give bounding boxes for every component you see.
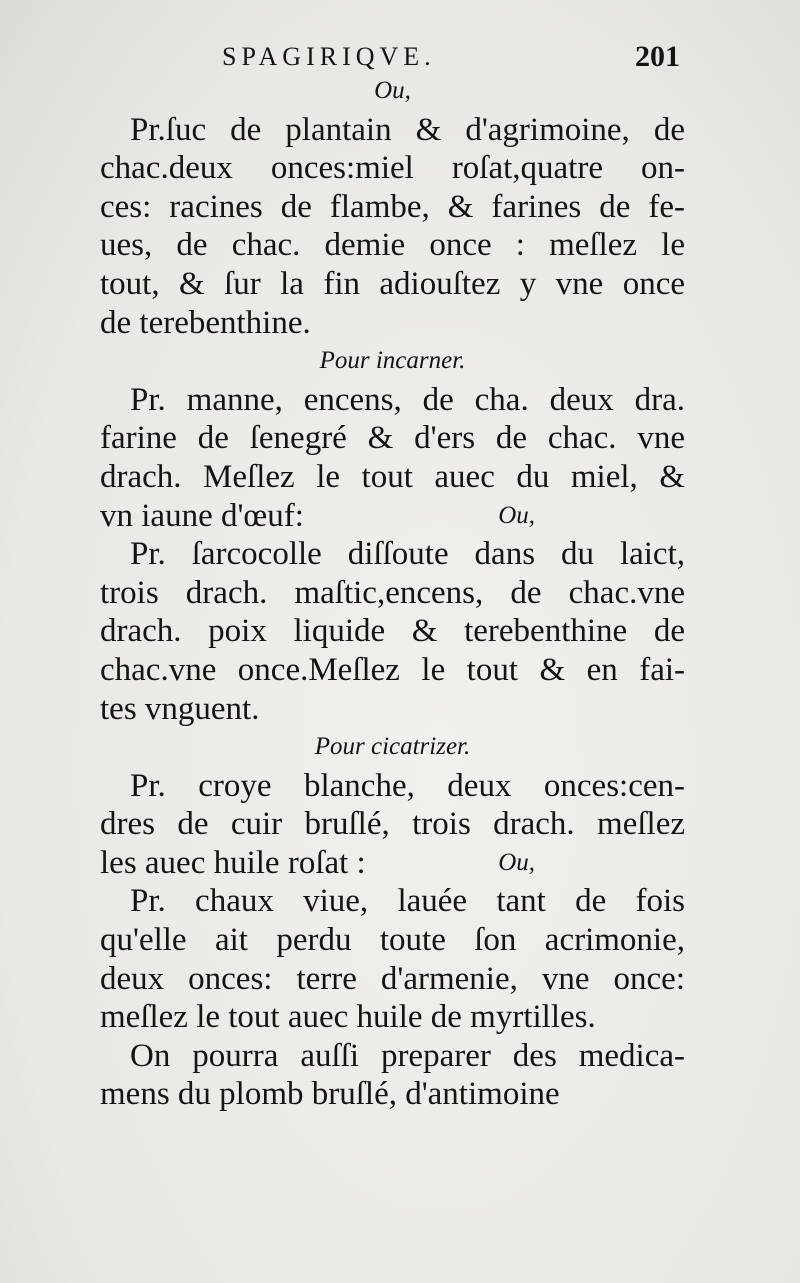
section-heading: Ou, (374, 77, 411, 104)
text-line: trois drach. maſtic,encens, de chac.vne (100, 574, 685, 611)
text-line: farine de ſenegré & d'ers de chac. vne (100, 420, 685, 457)
text-line: ces: racines de flambe, & farines de fe- (100, 188, 685, 225)
text-line: drach. Meſlez le tout auec du miel, & (100, 458, 685, 495)
text-line: Pr.ſuc de plantain & d'agrimoine, de (130, 111, 685, 148)
text-line (100, 497, 685, 536)
section-heading: Pour cicatrizer. (314, 733, 471, 761)
text-line: mens du plomb bruſlé, d'antimoine (100, 1076, 560, 1113)
text-line: Pr. chaux viue, lauée tant de fois (130, 883, 685, 920)
running-title: SPAGIRIQVE. (222, 42, 436, 71)
text-line: qu'elle ait perdu toute ſon acrimonie, (100, 922, 685, 959)
text-line: drach. poix liquide & terebenthine de (100, 613, 685, 650)
page-number: 201 (635, 40, 680, 73)
text-line: tes vnguent. (100, 690, 260, 727)
section-heading: Pour incarner. (319, 347, 466, 375)
line-text: vn iaune d'œuf: (100, 497, 304, 534)
text-line: dres de cuir bruſlé, trois drach. meſlez (100, 806, 685, 843)
text-line: ues, de chac. demie once : meſlez le (100, 227, 685, 264)
alternative-marker: Ou, (498, 501, 535, 529)
text-line: chac.vne once.Meſlez le tout & en fai- (100, 651, 685, 688)
text-line: de terebenthine. (100, 304, 311, 341)
text-line: On pourra auſſi preparer des medica- (130, 1037, 685, 1074)
text-line: deux onces: terre d'armenie, vne once: (100, 960, 685, 997)
text-line: meſlez le tout auec huile de myrtilles. (100, 999, 596, 1036)
text-line (100, 844, 685, 883)
body-text (100, 72, 685, 1114)
text-line: Pr. manne, encens, de cha. deux dra. (130, 381, 685, 418)
text-line: tout, & ſur la fin adiouſtez y vne once (100, 265, 685, 302)
text-line: Pr. croye blanche, deux onces:cen- (130, 767, 685, 804)
alternative-marker: Ou, (498, 848, 535, 876)
text-line: chac.deux onces:miel roſat,quatre on- (100, 150, 685, 187)
text-line: Pr. ſarcocolle diſſoute dans du laict, (130, 536, 685, 573)
line-text: les auec huile roſat : (100, 844, 366, 881)
